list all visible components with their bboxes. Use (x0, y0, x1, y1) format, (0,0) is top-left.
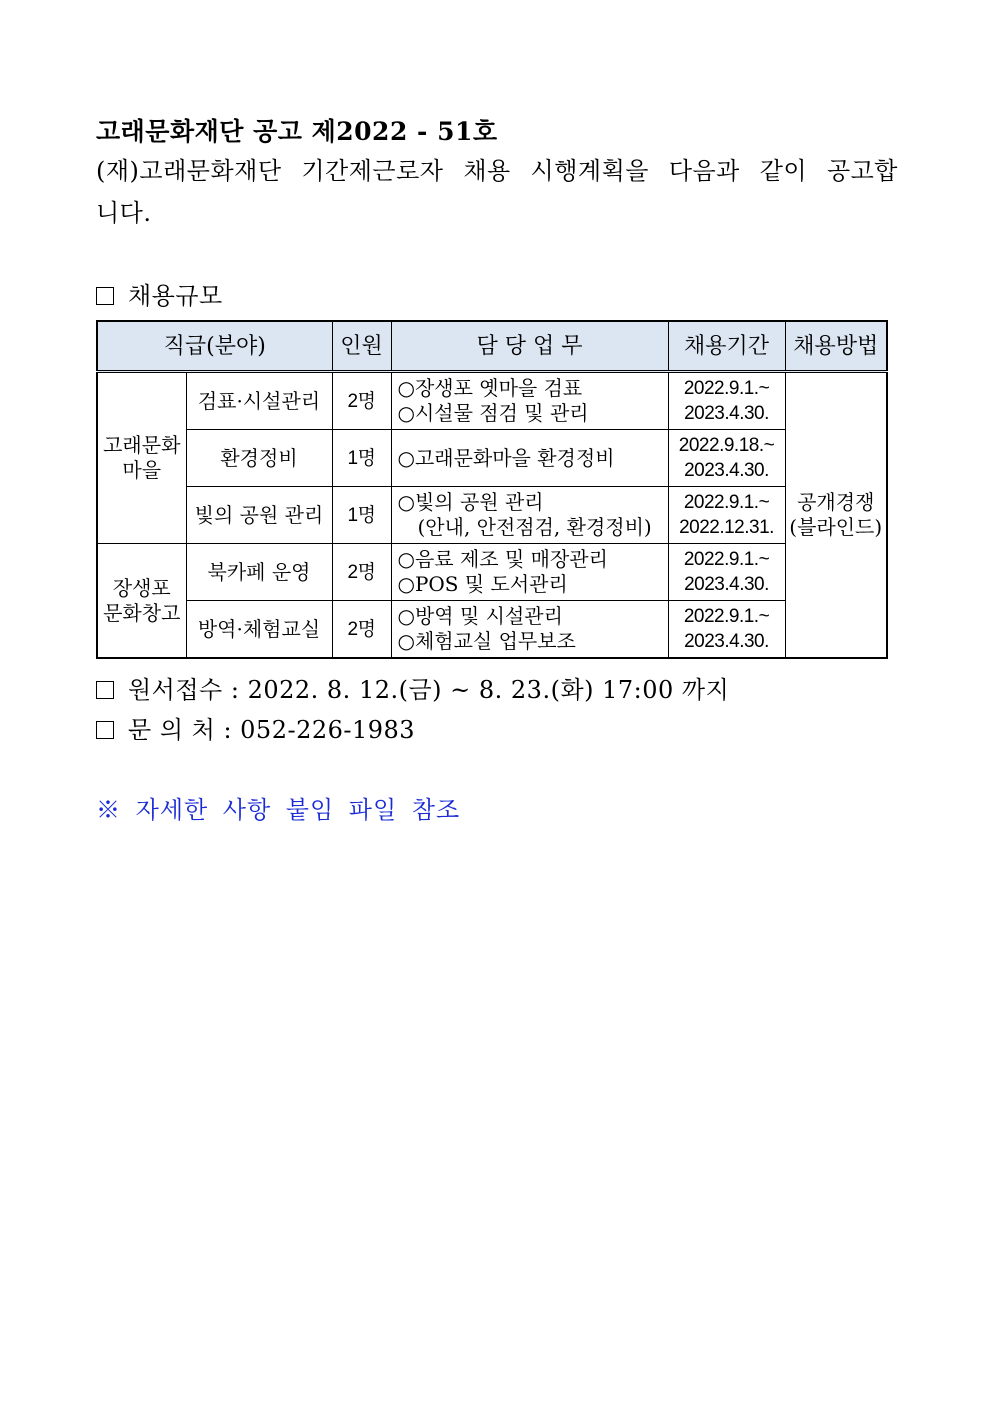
count-cell: 1명 (332, 487, 391, 544)
attachment-note: ※ 자세한 사항 붙임 파일 참조 (96, 796, 461, 824)
application-section (96, 670, 729, 705)
duty-cell (391, 372, 668, 430)
notice-title: 고래문화재단 공고 제2022 - 51호 (96, 117, 498, 146)
header-position: 직급(분야) (97, 321, 332, 372)
table-row (97, 487, 887, 544)
period-cell (668, 372, 785, 430)
period-line: 2022.9.1.~ (683, 606, 770, 627)
table-row (97, 601, 887, 659)
count-cell: 2명 (332, 372, 391, 430)
duty-line: ○고래문화마을 환경정비 (397, 445, 615, 470)
contact-section (96, 710, 415, 745)
period-line: 2022.12.31. (679, 517, 774, 538)
group-cell (97, 372, 186, 544)
period-line: 2023.4.30. (684, 403, 769, 424)
checkbox-square-icon (96, 721, 114, 739)
table-row (97, 372, 887, 430)
method-line: 공개경쟁 (797, 490, 875, 514)
header-period: 채용기간 (668, 321, 785, 372)
period-line: 2023.4.30. (684, 574, 769, 595)
field-cell: 북카페 운영 (186, 544, 332, 601)
field-cell: 검표·시설관리 (186, 372, 332, 430)
count-cell: 1명 (332, 430, 391, 487)
period-cell (668, 487, 785, 544)
contact-info: 문 의 처 : 052-226-1983 (128, 716, 416, 744)
group-name-line: 장생포 (112, 575, 171, 600)
table-row (97, 430, 887, 487)
duty-cell (391, 430, 668, 487)
duty-line: ○시설물 점검 및 관리 (397, 401, 589, 425)
field-cell: 방역·체험교실 (186, 601, 332, 659)
header-method: 채용방법 (785, 321, 887, 372)
method-cell (785, 372, 887, 659)
duty-line: (안내, 안전점검, 환경정비) (397, 515, 652, 539)
field-cell: 환경정비 (186, 430, 332, 487)
period-cell (668, 601, 785, 659)
field-cell: 빛의 공원 관리 (186, 487, 332, 544)
group-name-line: 고래문화 (103, 433, 181, 457)
period-line: 2022.9.1.~ (683, 549, 770, 570)
table-row (97, 544, 887, 601)
period-cell (668, 544, 785, 601)
period-line: 2023.4.30. (684, 631, 769, 652)
method-line: (블라인드) (789, 515, 883, 539)
checkbox-square-icon (96, 681, 114, 699)
group-name-line: 마을 (122, 458, 162, 482)
application-period: 원서접수 : 2022. 8. 12.(금) ~ 8. 23.(화) 17:00 까지 (128, 676, 730, 704)
period-line: 2022.9.1.~ (683, 378, 770, 399)
scale-section (96, 276, 223, 311)
table-header-row (97, 321, 887, 372)
period-line: 2022.9.1.~ (683, 492, 770, 513)
duty-line: ○빛의 공원 관리 (397, 490, 544, 514)
count-cell: 2명 (332, 601, 391, 659)
period-line: 2022.9.18.~ (678, 435, 775, 456)
duty-line: ○방역 및 시설관리 (397, 604, 563, 628)
header-count: 인원 (332, 321, 391, 372)
header-duty: 담 당 업 무 (391, 321, 668, 372)
duty-cell (391, 601, 668, 659)
period-cell (668, 430, 785, 487)
group-cell (97, 544, 186, 659)
intro-paragraph: (재)고래문화재단 기간제근로자 채용 시행계획을 다음과 같이 공고합니다. (96, 157, 898, 227)
group-name-line: 문화창고 (103, 600, 181, 625)
recruitment-table (96, 320, 888, 659)
checkbox-square-icon (96, 287, 114, 305)
duty-line: ○음료 제조 및 매장관리 (397, 547, 608, 571)
duty-line: ○POS 및 도서관리 (397, 572, 568, 596)
period-line: 2023.4.30. (684, 460, 769, 481)
duty-cell (391, 544, 668, 601)
count-cell: 2명 (332, 544, 391, 601)
duty-line: ○체험교실 업무보조 (397, 629, 576, 653)
duty-line: ○장생포 옛마을 검표 (397, 376, 583, 400)
scale-heading: 채용규모 (128, 282, 223, 310)
duty-cell (391, 487, 668, 544)
